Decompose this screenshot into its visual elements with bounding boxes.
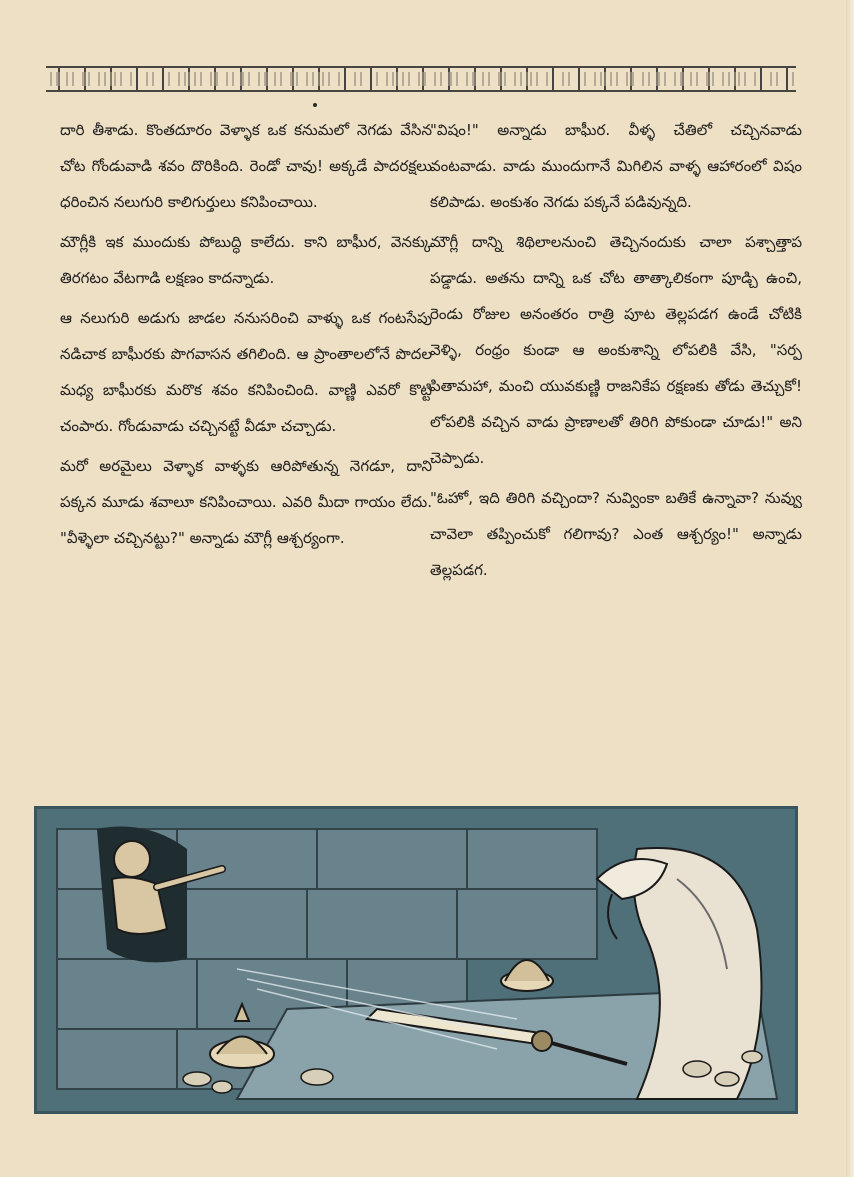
decorative-border [46,66,796,92]
story-illustration [34,806,798,1114]
ink-dot [313,103,317,107]
page-edge [846,0,854,1177]
right-text-column [430,112,802,592]
paragraph: ఆ నలుగురి అడుగు జాడల ననుసరించి వాళ్ళు ఒక గంటసేపు నడిచాక బాఘీరకు పొగవాసన తగిలింది. ఆ ప్రాంతాలలోనే పొదల మధ్య బాఘీరకు మరొక శవం కనిపించింది. వాణ్ణి ఎవరో కొట్టి చంపారు. గోండువాడు చచ్చినట్టే వీడూ చచ్చాడు. [60,309,432,435]
left-text-column [60,112,432,560]
paragraph: మౌగ్లీ దాన్ని శిథిలాలనుంచి తెచ్చినందుకు చాలా పశ్చాత్తాప పడ్డాడు. అతను దాన్ని ఒక చోట తాత్కాలికంగా పూడ్చి ఉంచి, రెండు రోజుల అనంతరం రాత్రి పూట తెల్లపడగ ఉండే చోటికి వెళ్ళి, రంధ్రం కుండా ఆ అంకుశాన్ని లోపలికి వేసి, "సర్ప పితామహా, మంచి యువకుణ్ణి రాజనికేప రక్షణకు తోడు తెచ్చుకో! లోపలికి వచ్చిన వాడు ప్రాణాలతో తిరిగి పోకుండా చూడు!" అని చెప్పాడు. [430,233,802,467]
paragraph: మౌగ్లీకి ఇక ముందుకు పోబుద్ధి కాలేదు. కాని బాఘీర, వెనక్కు తిరగటం వేటగాడి లక్షణం కాదన్నాడు. [60,233,432,287]
illustration-drawing [37,809,795,1111]
paragraph: దారి తీశాడు. కొంతదూరం వెళ్ళాక ఒక కనుమలో నెగడు వేసిన చోట గోండువాడి శవం దొరికింది. రెండో చావు! అక్కడే పాదరక్షలు ధరించిన నలుగురి కాలిగుర్తులు కనిపించాయి. [60,121,432,211]
paragraph: మరో అరమైలు వెళ్ళాక వాళ్ళకు ఆరిపోతున్న నెగడూ, దాని పక్కన మూడు శవాలూ కనిపించాయి. ఎవరి మీదా గాయం లేదు. "వీళ్ళెలా చచ్చినట్టు?" అన్నాడు మౌగ్లీ ఆశ్చర్యంగా. [60,457,432,547]
paragraph: "విషం!" అన్నాడు బాఘీర. వీళ్ళ చేతిలో చచ్చినవాడు వంటవాడు. వాడు ముందుగానే మిగిలిన వాళ్ళ ఆహారంలో విషం కలిపాడు. అంకుశం నెగడు పక్కనే పడివున్నది. [430,121,802,211]
paragraph: "ఓహో, ఇది తిరిగి వచ్చిందా? నువ్వింకా బతికే ఉన్నావా? నువ్వు చావెలా తప్పించుకో గలిగావు? ఎంత ఆశ్చర్యం!" అన్నాడు తెల్లపడగ. [430,489,802,579]
